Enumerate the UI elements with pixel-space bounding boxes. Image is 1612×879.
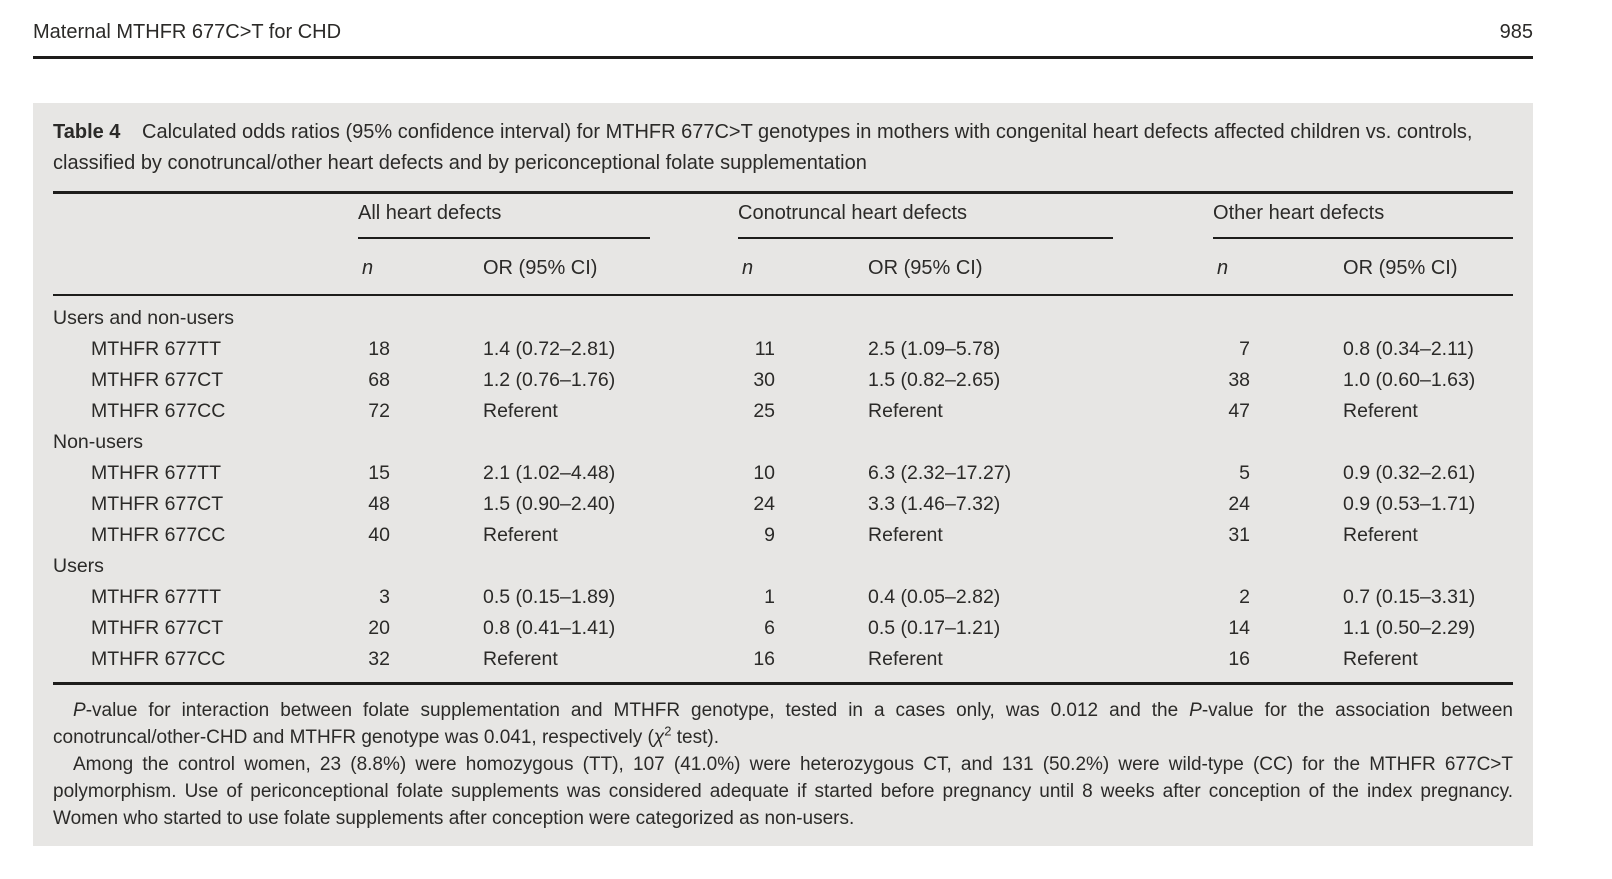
table-row [53, 582, 1513, 613]
n-value: 18 [368, 338, 390, 360]
section-label: Users and non-users [53, 307, 235, 329]
or-value: 1.0 (0.60–1.63) [1343, 369, 1476, 391]
odds-ratio-table [53, 191, 1513, 685]
section-label: Users [53, 555, 104, 577]
or-value: 1.1 (0.50–2.29) [1343, 617, 1476, 639]
n-value: 6 [764, 617, 776, 639]
or-value: 0.8 (0.41–1.41) [483, 617, 616, 639]
or-value: Referent [483, 400, 558, 422]
footnote-controls: Among the control women, 23 (8.8%) were homozygous (TT), 107 (41.0%) were heterozygous CT, and 131 (50.2%) were wild-type (CC) for the MTHFR 677C>T polymorphism. Use of periconceptional folate supplements was considered adequate if started before pregnancy until 8 weeks after conception of the index pregnancy. Women who started to use folate supplements after conception were categorized as non-users. [53, 754, 1513, 829]
n-value: 15 [368, 462, 390, 484]
or-value: Referent [483, 648, 558, 670]
stub-cell [53, 239, 358, 295]
or-value: 1.5 (0.82–2.65) [868, 369, 1001, 391]
or-value: 1.2 (0.76–1.76) [483, 369, 616, 391]
or-value: Referent [1343, 400, 1418, 422]
or-value: 0.5 (0.15–1.89) [483, 586, 616, 608]
col-group-other-label: Other heart defects [1213, 202, 1385, 224]
n-value: 68 [368, 369, 390, 391]
col-group-all [358, 193, 738, 240]
genotype-label: MTHFR 677CT [91, 617, 224, 639]
or-value: Referent [868, 648, 943, 670]
n-value: 20 [368, 617, 390, 639]
table-caption-label: Table 4 [53, 121, 121, 143]
table-row [53, 458, 1513, 489]
italic-p: P [73, 700, 86, 721]
or-value: 0.9 (0.53–1.71) [1343, 493, 1476, 515]
n-value: 2 [1239, 586, 1251, 608]
genotype-label: MTHFR 677CT [91, 369, 224, 391]
or-value: 0.9 (0.32–2.61) [1343, 462, 1476, 484]
or-value: Referent [868, 400, 943, 422]
n-value: 16 [753, 648, 776, 670]
section-row [53, 427, 1513, 458]
col-group-all-label: All heart defects [358, 202, 502, 224]
footnote-pvalue [53, 697, 1513, 751]
table-caption [53, 117, 1513, 179]
or-value: 1.4 (0.72–2.81) [483, 338, 616, 360]
running-head [33, 20, 1533, 44]
subheader-n-other: n [1213, 239, 1258, 295]
running-head-title: Maternal MTHFR 677C>T for CHD [33, 21, 342, 43]
table-panel [33, 103, 1533, 846]
subheader-row [53, 239, 1513, 295]
n-value: 3 [379, 586, 390, 608]
genotype-label: MTHFR 677TT [91, 586, 222, 608]
n-value: 5 [1239, 462, 1251, 484]
subheader-or-other: OR (95% CI) [1258, 239, 1513, 295]
subheader-or-all: OR (95% CI) [398, 239, 738, 295]
n-value: 32 [368, 648, 390, 670]
or-value: Referent [1343, 524, 1418, 546]
n-value: 24 [753, 493, 776, 515]
table-row [53, 334, 1513, 365]
footnote-text: -value for interaction between folate supplementation and MTHFR genotype, tested in a cases only, was 0.012 and the [85, 700, 1190, 721]
table-row [53, 520, 1513, 551]
table-row [53, 365, 1513, 396]
genotype-label: MTHFR 677CC [91, 524, 226, 546]
n-value: 24 [1228, 493, 1251, 515]
genotype-label: MTHFR 677TT [91, 462, 222, 484]
italic-p: P [1189, 700, 1202, 721]
table-row [53, 489, 1513, 520]
table-caption-text: Calculated odds ratios (95% confidence interval) for MTHFR 677C>T genotypes in mothers with congenital heart defects affected children vs. controls, classified by conotruncal/other heart defects and by periconceptional folate supplementation [53, 121, 1473, 174]
or-value: 0.7 (0.15–3.31) [1343, 586, 1476, 608]
or-value: Referent [1343, 648, 1418, 670]
group-header-row [53, 193, 1513, 240]
n-value: 9 [764, 524, 776, 546]
genotype-label: MTHFR 677CC [91, 648, 226, 670]
n-value: 14 [1228, 617, 1251, 639]
col-group-conotruncal [738, 193, 1213, 240]
n-value: 7 [1239, 338, 1251, 360]
n-value: 40 [368, 524, 390, 546]
n-value: 38 [1228, 369, 1251, 391]
table-row [53, 644, 1513, 684]
section-row [53, 551, 1513, 582]
n-value: 11 [754, 338, 776, 360]
genotype-label: MTHFR 677CT [91, 493, 224, 515]
genotype-label: MTHFR 677TT [91, 338, 222, 360]
or-value: 1.5 (0.90–2.40) [483, 493, 616, 515]
col-group-conotruncal-label: Conotruncal heart defects [738, 202, 968, 224]
genotype-label: MTHFR 677CC [91, 400, 226, 422]
n-value: 48 [368, 493, 390, 515]
footnote-text: test). [671, 727, 719, 748]
table-row [53, 396, 1513, 427]
subheader-or-conotruncal: OR (95% CI) [783, 239, 1213, 295]
subheader-n-all: n [358, 239, 398, 295]
or-value: 0.8 (0.34–2.11) [1343, 338, 1474, 360]
chi-superscript: 2 [664, 723, 672, 739]
n-value: 10 [753, 462, 776, 484]
n-value: 30 [753, 369, 776, 391]
n-value: 47 [1228, 400, 1251, 422]
table-row [53, 613, 1513, 644]
footnote-text: -value for the association between conotruncal/other-CHD and MTHFR genotype was 0.041, respectively ( [53, 700, 1513, 748]
header-rule [33, 56, 1533, 59]
page-number: 985 [1499, 21, 1533, 43]
section-label: Non-users [53, 431, 143, 453]
or-value: 2.1 (1.02–4.48) [483, 462, 616, 484]
subheader-n-conotruncal: n [738, 239, 783, 295]
n-value: 31 [1228, 524, 1251, 546]
or-value: 0.5 (0.17–1.21) [868, 617, 1001, 639]
n-value: 1 [764, 586, 776, 608]
n-value: 72 [368, 400, 390, 422]
or-value: Referent [483, 524, 558, 546]
or-value: 2.5 (1.09–5.78) [868, 338, 1001, 360]
or-value: 6.3 (2.32–17.27) [868, 462, 1012, 484]
n-value: 16 [1228, 648, 1251, 670]
chi-symbol: χ [653, 727, 665, 748]
or-value: 3.3 (1.46–7.32) [868, 493, 1001, 515]
col-group-other [1213, 193, 1513, 240]
stub-cell [53, 193, 358, 240]
or-value: 0.4 (0.05–2.82) [868, 586, 1001, 608]
or-value: Referent [868, 524, 943, 546]
table-footnotes [53, 697, 1513, 832]
section-row [53, 295, 1513, 334]
n-value: 25 [753, 400, 776, 422]
